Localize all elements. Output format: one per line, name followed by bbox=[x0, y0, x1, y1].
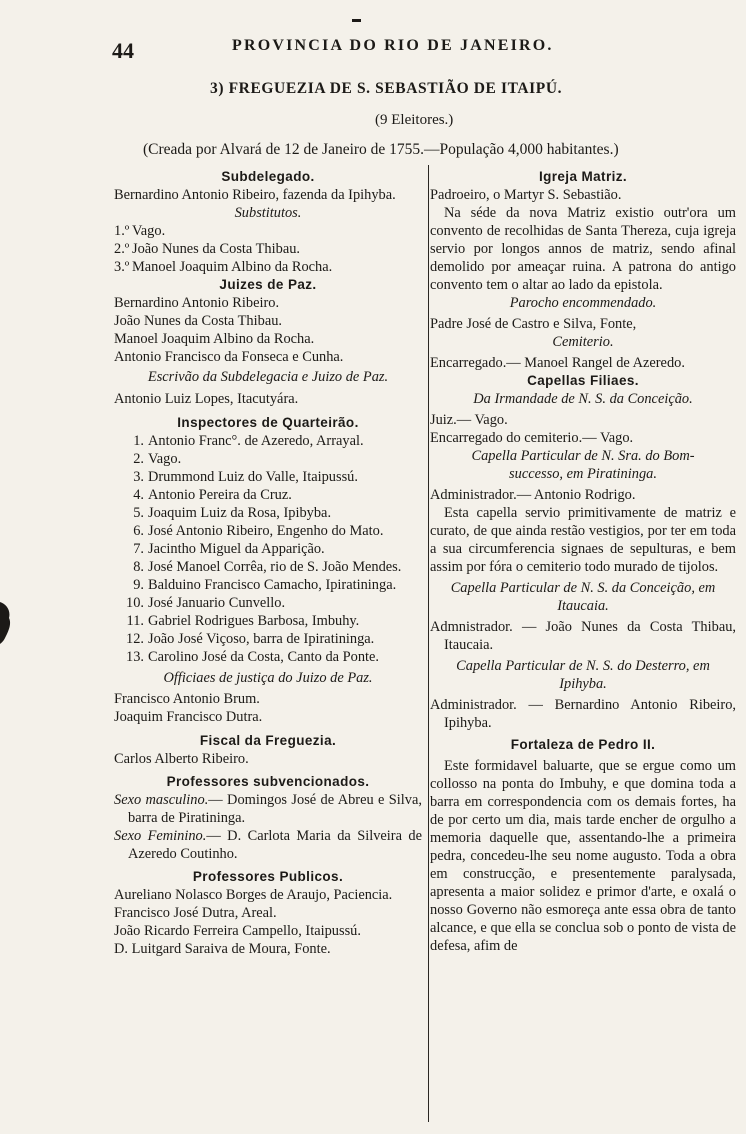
substitutos-heading: Substitutos. bbox=[234, 205, 302, 221]
list-item bbox=[114, 258, 422, 276]
list-item bbox=[114, 522, 422, 540]
fiscal-entry: Carlos Alberto Ribeiro. bbox=[114, 751, 249, 767]
list-item bbox=[114, 504, 422, 522]
fortaleza-heading: Fortaleza de Pedro II. bbox=[510, 737, 656, 752]
irmandade-heading: Da Irmandade de N. S. da Conceição. bbox=[473, 391, 693, 407]
conceicao-heading: Capella Particular de N. S. da Conceição, em Itaucaia. bbox=[450, 580, 716, 614]
list-item: Antonio Francisco da Fonseca e Cunha. bbox=[114, 349, 344, 365]
fortaleza-paragraph: Este formidavel baluarte, que se ergue como um collosso na ponta do Imbuhy, e que domina toda a barra em correspondencia com os demais fortes, ha de por certo um dia, mais tarde encher de orgulho a memoria daquelle que, assentando-lhe a primeira pedra, concedeu-lhe seu nome augusto. Toda a obra em construcção, e presentemente paralysada, apresenta a maior solidez e primor d'arte, e oxalá o nosso Governo não esmoreça ante essa obra de tanto alcance, e que ella se conclua sob o ponto de vista de defesa, afim de bbox=[430, 758, 736, 954]
parish-title: 3) FREGUEZIA DE S. SEBASTIÃO DE ITAIPÚ. bbox=[210, 80, 563, 97]
item-number: 1.º bbox=[114, 223, 130, 239]
column-divider bbox=[428, 165, 429, 1122]
item-text: Joaquim Luiz da Rosa, Ipibyba. bbox=[148, 505, 332, 521]
igreja-paragraph: Na séde da nova Matriz existio outr'ora um convento de recolhidas de Santa Thereza, cuja igreja servio por longos annos de matriz, sendo afinal demolido por ameaçar ruina. A patrona do antigo convento tem o altar ao lado da epistola. bbox=[430, 205, 736, 293]
juizes-heading: Juizes de Paz. bbox=[219, 277, 317, 292]
item-text: João Nunes da Costa Thibau. bbox=[132, 241, 301, 257]
running-head: PROVINCIA DO RIO DE JANEIRO. bbox=[232, 37, 554, 54]
item-number: 12. bbox=[126, 631, 144, 647]
desterro-admin: Administrador. — Bernardino Antonio Ribeiro, Ipihyba. bbox=[430, 697, 736, 731]
list-item: Bernardino Antonio Ribeiro. bbox=[114, 295, 280, 311]
prof-subv-masc-text: — Domingos José de Abreu e Silva, barra de Piratininga. bbox=[128, 792, 422, 826]
cemiterio-heading: Cemiterio. bbox=[552, 334, 614, 350]
item-number: 1. bbox=[133, 433, 144, 449]
list-item bbox=[114, 450, 422, 468]
prof-pub-heading: Professores Publicos. bbox=[192, 869, 344, 884]
list-item bbox=[114, 558, 422, 576]
electors-count: (9 Eleitores.) bbox=[375, 112, 454, 128]
escrivao-entry: Antonio Luiz Lopes, Itacutyára. bbox=[114, 391, 299, 407]
top-mark bbox=[352, 19, 361, 22]
list-item: Francisco Antonio Brum. bbox=[114, 691, 260, 707]
item-number: 4. bbox=[133, 487, 144, 503]
fiscal-heading: Fiscal da Freguezia. bbox=[199, 733, 337, 748]
padroeiro-entry: Padroeiro, o Martyr S. Sebastião. bbox=[430, 187, 622, 203]
list-item bbox=[114, 222, 422, 240]
ink-blot-mark bbox=[0, 600, 12, 644]
subdelegado-heading: Subdelegado. bbox=[221, 169, 315, 184]
item-text: José Antonio Ribeiro, Engenho do Mato. bbox=[148, 523, 384, 539]
list-item: Aureliano Nolasco Borges de Araujo, Paciencia. bbox=[114, 887, 393, 903]
prof-subv-masc bbox=[114, 791, 422, 827]
prof-subv-heading: Professores subvencionados. bbox=[166, 774, 370, 789]
list-item: Joaquim Francisco Dutra. bbox=[114, 709, 263, 725]
item-number: 2.º bbox=[114, 241, 130, 257]
list-item: Manoel Joaquim Albino da Rocha. bbox=[114, 331, 315, 347]
item-text: Manoel Joaquim Albino da Rocha. bbox=[132, 259, 333, 275]
item-text: Jacintho Miguel da Apparição. bbox=[148, 541, 325, 557]
list-item bbox=[114, 630, 422, 648]
capellas-heading: Capellas Filiaes. bbox=[527, 373, 639, 388]
prof-subv-fem-text: — D. Carlota Maria da Silveira de Azeredo Coutinho. bbox=[128, 828, 423, 862]
item-text: Antonio Pereira da Cruz. bbox=[148, 487, 292, 503]
list-item bbox=[114, 594, 422, 612]
list-item bbox=[114, 432, 422, 450]
list-item: João Nunes da Costa Thibau. bbox=[114, 313, 283, 329]
item-text: João José Viçoso, barra de Ipiratininga. bbox=[148, 631, 375, 647]
list-item bbox=[114, 468, 422, 486]
creation-note: (Creada por Alvará de 12 de Janeiro de 1755.—População 4,000 habitantes.) bbox=[143, 141, 619, 158]
item-text: Balduino Francisco Camacho, Ipiratininga. bbox=[148, 577, 397, 593]
escrivao-heading: Escrivão da Subdelegacia e Juizo de Paz. bbox=[147, 369, 389, 385]
item-number: 7. bbox=[133, 541, 144, 557]
list-item bbox=[114, 648, 422, 666]
desterro-heading: Capella Particular de N. S. do Desterro, em Ipihyba. bbox=[456, 658, 710, 692]
item-number: 11. bbox=[126, 613, 144, 629]
bom-successo-paragraph: Esta capella servio primitivamente de matriz e curato, de que ainda restão vestigios, por ter em toda a sua circumferencia signaes de sepulturas, e bem assim por fóra o cemiterio todo murado de tijolos. bbox=[430, 505, 736, 575]
conceicao-admin: Admnistrador. — João Nunes da Costa Thibau, Itaucaia. bbox=[430, 619, 736, 653]
prof-subv-fem-label: Sexo Feminino. bbox=[114, 828, 207, 844]
subdelegado-entry: Bernardino Antonio Ribeiro, fazenda da Ipihyba. bbox=[114, 187, 396, 203]
item-text: Vago. bbox=[148, 451, 182, 467]
left-column bbox=[114, 168, 422, 958]
item-number: 9. bbox=[133, 577, 144, 593]
list-item bbox=[114, 486, 422, 504]
item-text: Gabriel Rodrigues Barbosa, Imbuhy. bbox=[148, 613, 360, 629]
juiz-entry: Juiz.— Vago. bbox=[430, 412, 508, 428]
list-item: João Ricardo Ferreira Campello, Itaipussú. bbox=[114, 923, 361, 939]
list-item: Francisco José Dutra, Areal. bbox=[114, 905, 277, 921]
item-number: 10. bbox=[126, 595, 144, 611]
item-number: 2. bbox=[133, 451, 144, 467]
parocho-entry: Padre José de Castro e Silva, Fonte, bbox=[430, 316, 637, 332]
page-number: 44 bbox=[112, 38, 134, 63]
igreja-heading: Igreja Matriz. bbox=[538, 169, 628, 184]
item-text: José Manoel Corrêa, rio de S. João Mendes. bbox=[148, 559, 402, 575]
list-item bbox=[114, 540, 422, 558]
parocho-heading: Parocho encommendado. bbox=[509, 295, 657, 311]
list-item bbox=[114, 612, 422, 630]
item-number: 5. bbox=[133, 505, 144, 521]
bom-successo-heading: Capella Particular de N. Sra. do Bom-successo, em Piratininga. bbox=[471, 448, 695, 482]
prof-subv-fem bbox=[114, 827, 422, 863]
encarregado-cemiterio-entry: Encarregado do cemiterio.— Vago. bbox=[430, 430, 634, 446]
item-text: José Januario Cunvello. bbox=[148, 595, 286, 611]
item-number: 6. bbox=[133, 523, 144, 539]
bom-successo-admin: Administrador.— Antonio Rodrigo. bbox=[430, 487, 636, 503]
item-text: Carolino José da Costa, Canto da Ponte. bbox=[148, 649, 380, 665]
list-item: D. Luitgard Saraiva de Moura, Fonte. bbox=[114, 941, 331, 957]
item-text: Vago. bbox=[132, 223, 166, 239]
item-number: 3.º bbox=[114, 259, 130, 275]
item-text: Drummond Luiz do Valle, Itaipussú. bbox=[148, 469, 358, 485]
officiaes-heading: Officiaes de justiça do Juizo de Paz. bbox=[163, 670, 373, 686]
prof-subv-masc-label: Sexo masculino. bbox=[114, 792, 209, 808]
inspectores-heading: Inspectores de Quarteirão. bbox=[177, 415, 359, 430]
cemiterio-entry: Encarregado.— Manoel Rangel de Azeredo. bbox=[430, 355, 685, 371]
list-item bbox=[114, 576, 422, 594]
item-number: 13. bbox=[126, 649, 144, 665]
right-column bbox=[430, 168, 736, 955]
item-text: Antonio Franc°. de Azeredo, Arrayal. bbox=[148, 433, 364, 449]
list-item bbox=[114, 240, 422, 258]
item-number: 3. bbox=[133, 469, 144, 485]
item-number: 8. bbox=[133, 559, 144, 575]
